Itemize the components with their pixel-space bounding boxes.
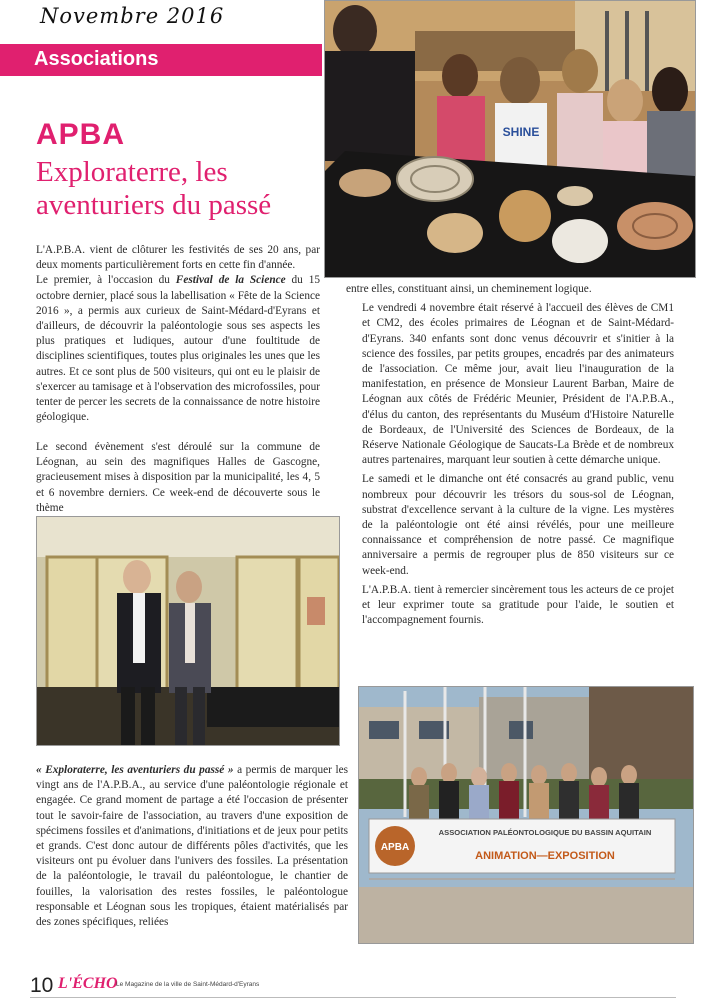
magazine-tagline: Le Magazine de la ville de Saint-Médard-d'Eyrans: [116, 981, 260, 988]
handwritten-date: Novembre 2016: [40, 4, 225, 28]
banner-logo: APBA: [380, 842, 410, 853]
tshirt-print: SHINE: [502, 125, 540, 139]
paragraph: Le samedi et le dimanche ont été consacrés au grand public, venu nombreux pour découvrir les trésors du sous-sol de Léognan, substrat d'excellence servant à la culture de la vigne. Les mystères de la paléontologie ont été ainsi révélés, pour une meilleure connaissance et compréhension de notre passé. Ce magnifique anniversaire a permis de regrouper plus de 850 visiteurs sur ce week-end.: [362, 473, 674, 577]
footer-rule: [30, 997, 676, 998]
paragraph: entre elles, constituant ainsi, un cheminement logique.: [346, 283, 592, 295]
org-name: APBA: [36, 118, 126, 151]
photo-group-banner-illustration: [359, 687, 693, 943]
section-label: Associations: [34, 48, 159, 70]
photo-children-fossils: [324, 0, 696, 278]
column-1-bottom: [36, 763, 348, 930]
column-1-middle: [36, 440, 320, 516]
page-number: 10: [30, 974, 54, 997]
festival-name: Festival de la Science: [175, 274, 286, 287]
photo-inauguration-illustration: [37, 517, 339, 745]
paragraph: Le vendredi 4 novembre était réservé à l'accueil des élèves de CM1 et CM2, des écoles primaires de Léognan et de Saint-Médard-d'Eyrans. 340 enfants sont donc venus découvrir et s'initier à la science des fossiles, par petits groupes, encadrés par des animateurs de l'association. Ce même jour, avait lieu l'inauguration de la manifestation, en présence de Monsieur Laurent Barban, Maire de Léognan aux côtés de Frédéric Meunier, Président de l'A.P.B.A., d'élus du canton, des représentants du Muséum d'Histoire Naturelle de Bordeaux, de l'Université des Sciences de Bordeaux, de la Réserve Nationale Géologique de Saucats-La Brède et de nombreux autres partenaires, marquant leur soutien à cette démarche unique.: [362, 302, 674, 467]
paragraph: L'A.P.B.A. tient à remercier sincèrement tous les acteurs de ce projet et leur exprimer toute sa gratitude pour l'aide, le soutien et l'accompagnement fournis.: [362, 583, 674, 627]
paragraph: Le second évènement s'est déroulé sur la commune de Léognan, au sein des magnifiques Halles de Gascogne, gracieusement mises à disposition par la municipalité, les 4, 5 et 6 novembre derniers. Ce week-end de découverte sous le thème: [36, 441, 320, 514]
paragraph: L'A.P.B.A. vient de clôturer les festivités de ses 20 ans, par deux moments particulièrement forts en cette fin d'année.: [36, 244, 320, 272]
column-1-top: [36, 243, 320, 425]
paragraph-text: a permis de marquer les vingt ans de l'A.P.B.A., au service d'une paléontologie régionale et engagée. Ce grand moment de partage a été l'occasion de présenter tout le savoir-faire de l'association, au travers d'une exposition de spécimens fossiles et d'animations, d'initiations et de jeux pour petits et grands. C'est donc autour de différents pôles d'activités, que les visiteurs ont pu évoluer dans l'univers des fossiles. La présentation de la paléontologie, le travail du paléontologue, le chantier de fouilles, la valorisation des restes fossiles, le paléontologue responsable et Léognan sous les tropiques, étaient matérialisés par des zones spécifiques, reliées: [36, 764, 349, 929]
column-2: [346, 282, 674, 628]
photo-group-banner: [358, 686, 694, 944]
paragraph: [36, 763, 348, 930]
event-name: « Exploraterre, les aventuriers du passé »: [36, 764, 234, 776]
magazine-brand: L'ÉCHO: [58, 975, 118, 992]
section-band: [0, 44, 322, 76]
photo-inauguration: [36, 516, 340, 746]
article-title: Exploraterre, les aventuriers du passé: [36, 156, 272, 221]
paragraph-text: du 15 octobre dernier, placé sous la labellisation « Fête de la Science 2016 », a permis aux curieux de Saint-Médard-d'Eyrans et d'ailleurs, de découvrir la paléontologie sous ses aspects les plus pratiques et ludiques, autour d'une foultitude de disciplines scientifiques, toutes plus originales les unes que les autres. Et ce sont plus de 500 visiteurs, qui ont eu le plaisir de s'exercer au tamisage et à l'observation des microfossiles, pour tenter de percer les secrets de la connaissance de notre histoire géologique.: [36, 274, 320, 424]
photo-children-fossils-illustration: [325, 1, 695, 277]
banner-line-2: ANIMATION—EXPOSITION: [475, 850, 615, 862]
paragraph: [36, 273, 320, 425]
banner-line-1: ASSOCIATION PALÉONTOLOGIQUE DU BASSIN AQUITAIN: [438, 828, 652, 837]
paragraph-text: Le premier, à l'occasion du: [36, 274, 176, 287]
